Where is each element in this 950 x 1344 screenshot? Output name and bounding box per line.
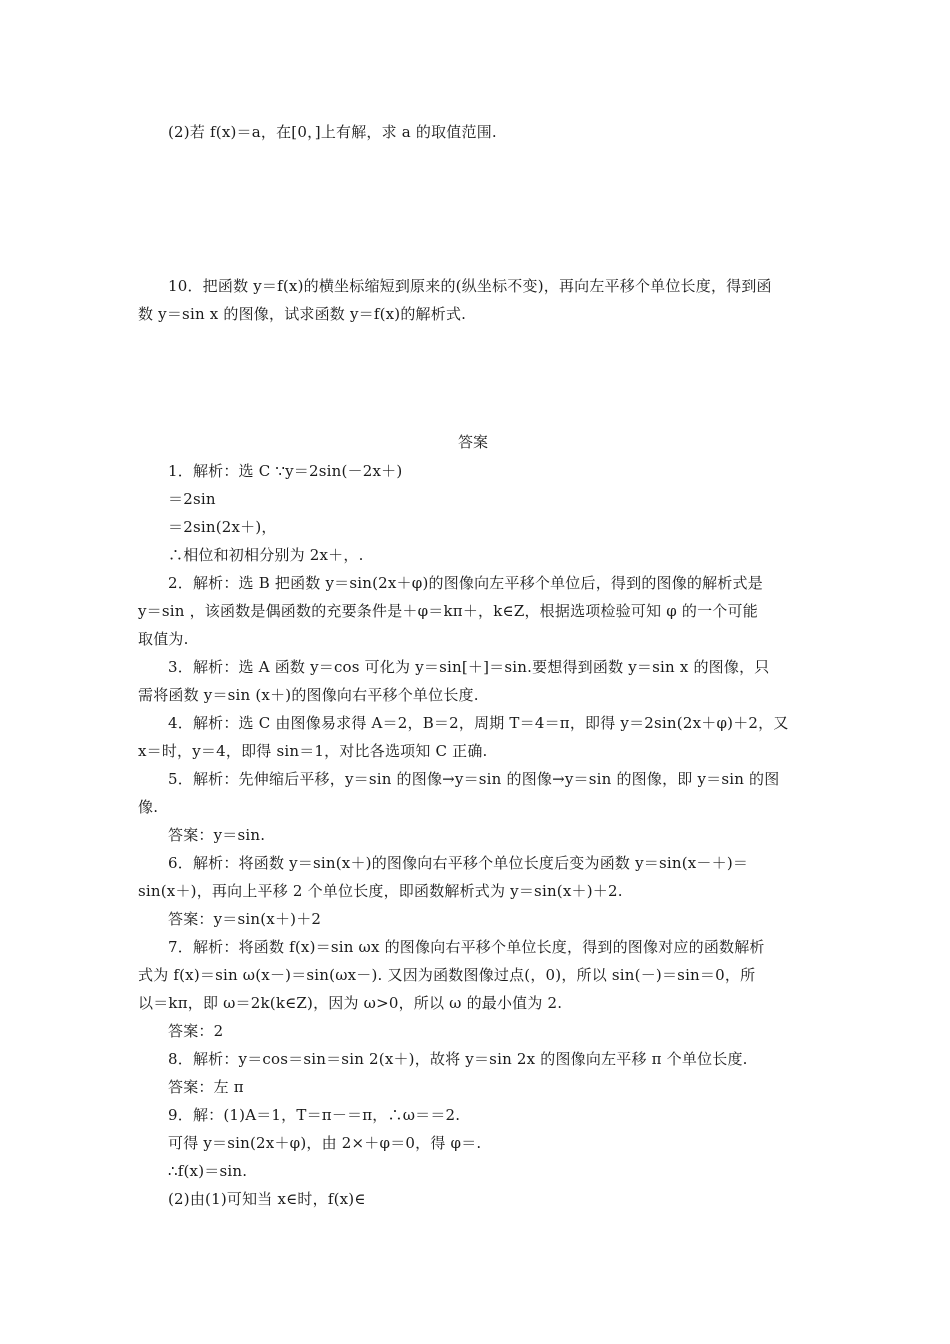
answer-5-line-2: 像. xyxy=(138,798,159,816)
answer-9-line-1: 9．解：(1)A＝1，T＝π－＝π，∴ω＝＝2. xyxy=(168,1106,461,1124)
question-9-part-2: (2)若 f(x)＝a，在[0，]上有解，求 a 的取值范围. xyxy=(168,123,497,141)
answer-9-line-2: 可得 y＝sin(2x＋φ)，由 2×＋φ＝0，得 φ＝. xyxy=(168,1134,482,1152)
answer-4-line-1: 4．解析：选 C 由图像易求得 A＝2，B＝2，周期 T＝4＝π，即得 y＝2sin(2x＋φ)＋2，又 xyxy=(168,714,789,732)
answer-2-line-3: 取值为. xyxy=(138,630,189,648)
answer-8-result: 答案：左 π xyxy=(168,1078,244,1096)
answer-2-line-2: y＝sin ，该函数是偶函数的充要条件是＋φ＝kπ＋，k∈Z，根据选项检验可知 φ 的一个可能 xyxy=(138,602,758,620)
answer-7-line-3: 以＝kπ，即 ω＝2k(k∈Z)，因为 ω>0，所以 ω 的最小值为 2. xyxy=(138,994,563,1012)
answer-6-line-1: 6．解析：将函数 y＝sin(x＋)的图像向右平移个单位长度后变为函数 y＝sin(x－＋)＝ xyxy=(168,854,749,872)
answer-6-line-2: sin(x＋)，再向上平移 2 个单位长度，即函数解析式为 y＝sin(x＋)＋2. xyxy=(138,882,623,900)
answer-7-line-2: 式为 f(x)＝sin ω(x－)＝sin(ωx－). 又因为函数图像过点(，0)，所以 sin(－)＝sin＝0，所 xyxy=(138,966,756,984)
answer-9-line-4: (2)由(1)可知当 x∈时，f(x)∈ xyxy=(168,1190,366,1208)
question-10-line-1: 10．把函数 y＝f(x)的横坐标缩短到原来的(纵坐标不变)，再向左平移个单位长度，得到函 xyxy=(168,277,772,295)
answer-7-line-1: 7．解析：将函数 f(x)＝sin ωx 的图像向右平移个单位长度，得到的图像对应的函数解析 xyxy=(168,938,765,956)
question-10-line-2: 数 y＝sin x 的图像，试求函数 y＝f(x)的解析式. xyxy=(138,305,467,323)
answer-5-result: 答案：y＝sin. xyxy=(168,826,266,844)
answer-3-line-2: 需将函数 y＝sin (x＋)的图像向右平移个单位长度. xyxy=(138,686,479,704)
answer-6-result: 答案：y＝sin(x＋)＋2 xyxy=(168,910,322,928)
answers-title: 答案 xyxy=(458,433,489,451)
answer-7-result: 答案：2 xyxy=(168,1022,224,1040)
answer-8-line-1: 8．解析：y＝cos＝sin＝sin 2(x＋)，故将 y＝sin 2x 的图像向左平移 π 个单位长度. xyxy=(168,1050,748,1068)
answer-1-line-4: ∴相位和初相分别为 2x＋，. xyxy=(168,546,364,564)
answer-4-line-2: x＝时，y＝4，即得 sin＝1，对比各选项知 C 正确. xyxy=(138,742,488,760)
answer-3-line-1: 3．解析：选 A 函数 y＝cos 可化为 y＝sin[＋]＝sin.要想得到函数 y＝sin x 的图像，只 xyxy=(168,658,770,676)
answer-9-line-3: ∴f(x)＝sin. xyxy=(168,1162,248,1180)
answer-2-line-1: 2．解析：选 B 把函数 y＝sin(2x＋φ)的图像向左平移个单位后，得到的图像的解析式是 xyxy=(168,574,763,592)
answer-1-line-2: ＝2sin xyxy=(168,490,216,508)
answer-5-line-1: 5．解析：先伸缩后平移，y＝sin 的图像→y＝sin 的图像→y＝sin 的图像，即 y＝sin 的图 xyxy=(168,770,780,788)
answer-1-line-1: 1．解析：选 C ∵y＝2sin(－2x＋) xyxy=(168,462,403,480)
answer-1-line-3: ＝2sin(2x＋)， xyxy=(168,518,277,536)
